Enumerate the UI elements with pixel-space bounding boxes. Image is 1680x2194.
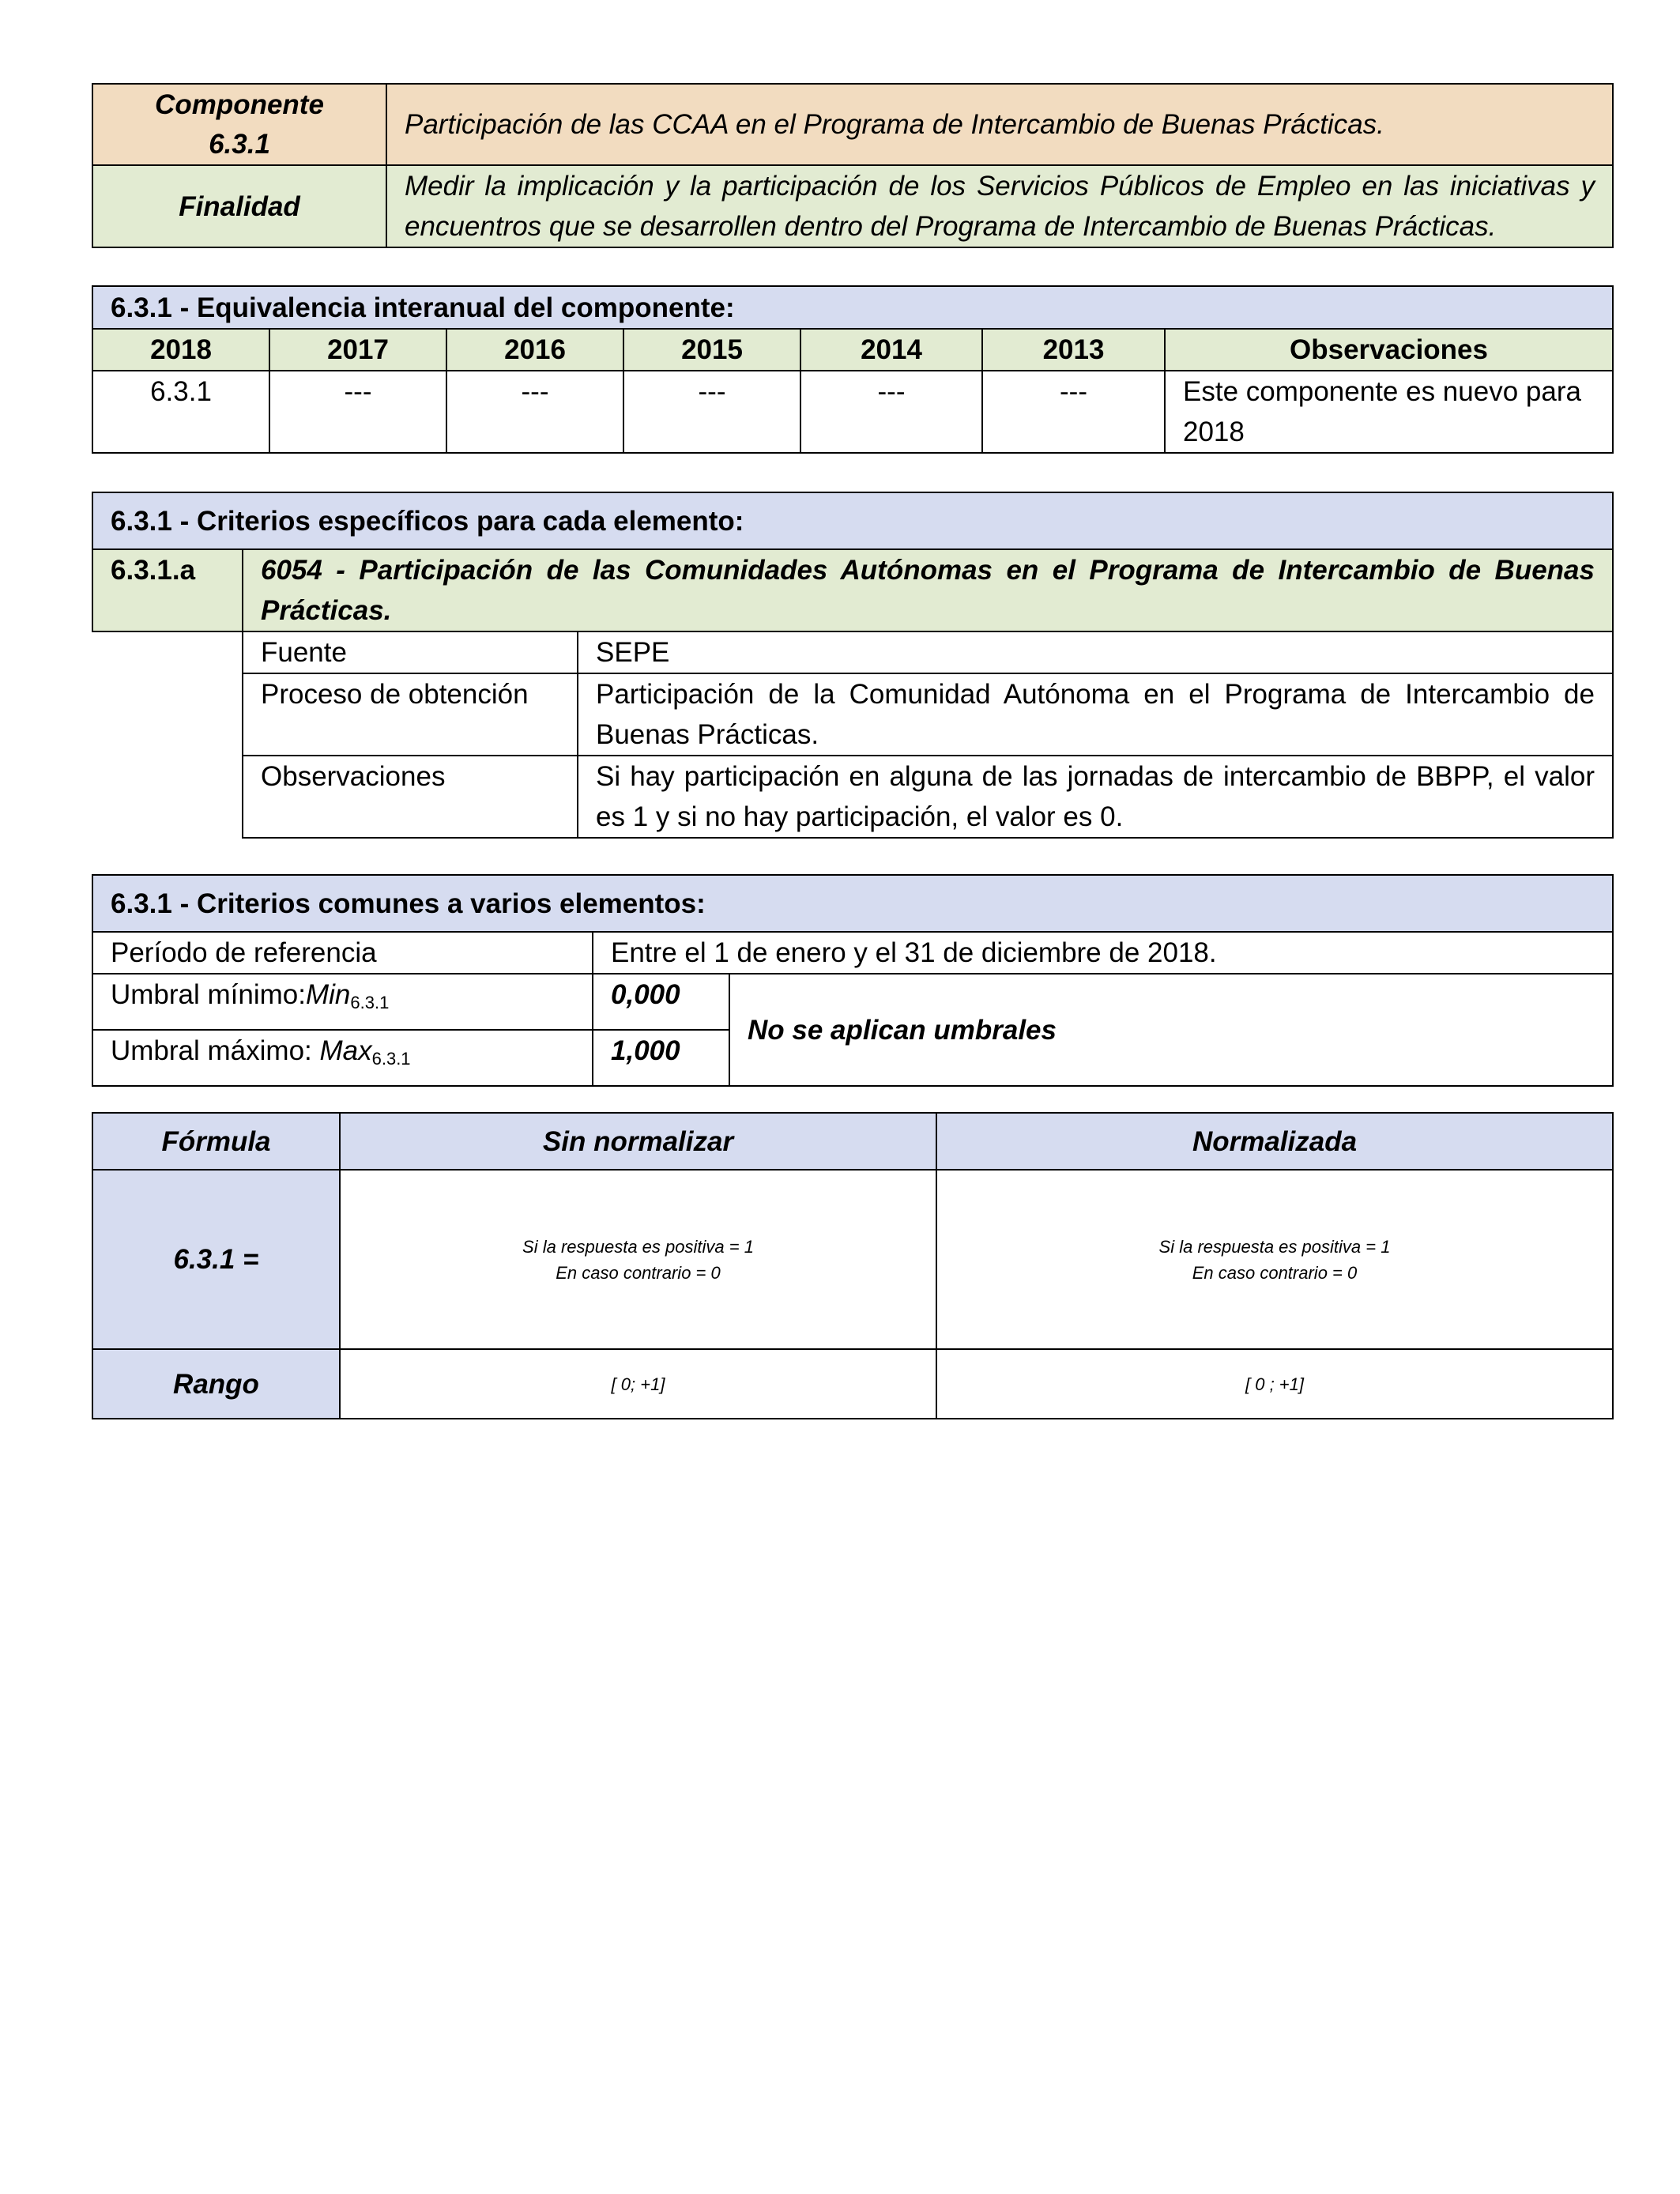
equivalencia-cell: 6.3.1: [92, 371, 269, 453]
umbral-min-sub: 6.3.1: [350, 993, 390, 1012]
equivalencia-cell: ---: [269, 371, 446, 453]
componente-label: [92, 84, 386, 165]
equivalencia-cell: ---: [800, 371, 982, 453]
equivalencia-header: Observaciones: [1165, 329, 1613, 371]
periodo-label: Período de referencia: [92, 932, 593, 974]
sin-formula-line1: Si la respuesta es positiva = 1: [522, 1236, 754, 1257]
criterios-especificos-title: 6.3.1 - Criterios específicos para cada elemento:: [92, 492, 1613, 549]
element-id: 6.3.1.a: [92, 549, 243, 631]
finalidad-label: Finalidad: [92, 165, 386, 247]
equivalencia-observaciones: Este componente es nuevo para 2018: [1165, 371, 1613, 453]
equivalencia-title: 6.3.1 - Equivalencia interanual del componente:: [92, 286, 1613, 329]
blank-cell: [92, 673, 243, 756]
rango-normalizada: [ 0 ; +1]: [936, 1349, 1613, 1419]
umbral-max-label: [92, 1030, 593, 1086]
norm-formula-line2: En caso contrario = 0: [1192, 1262, 1358, 1283]
fuente-value: SEPE: [578, 631, 1613, 673]
equivalencia-header: 2015: [623, 329, 800, 371]
equivalencia-cell: ---: [446, 371, 623, 453]
rango-sin-normalizar: [ 0; +1]: [340, 1349, 936, 1419]
umbral-min-text: Umbral mínimo:: [111, 979, 306, 1010]
finalidad-text: Medir la implicación y la participación de los Servicios Públicos de Empleo en las iniciativas y encuentros que se desarrollen dentro del Programa de Intercambio de Buenas Prácticas.: [386, 165, 1613, 247]
equivalencia-table: [92, 285, 1614, 454]
blank-cell: [92, 756, 243, 838]
umbral-max-value: 1,000: [593, 1030, 729, 1086]
formula-header: Fórmula: [92, 1113, 340, 1170]
formula-table: [92, 1112, 1614, 1419]
formula-row-label: 6.3.1 =: [92, 1170, 340, 1349]
umbral-min-value: 0,000: [593, 974, 729, 1030]
equivalencia-cell: ---: [982, 371, 1165, 453]
proceso-value: Participación de la Comunidad Autónoma en el Programa de Intercambio de Buenas Prácticas.: [578, 673, 1613, 756]
componente-label-line2: 6.3.1: [209, 128, 270, 160]
criterios-comunes-title: 6.3.1 - Criterios comunes a varios elementos:: [92, 875, 1613, 932]
norm-formula-line1: Si la respuesta es positiva = 1: [1158, 1236, 1391, 1257]
normalizada-formula: [936, 1170, 1613, 1349]
element-name: 6054 - Participación de las Comunidades Autónomas en el Programa de Intercambio de Buenas Prácticas.: [243, 549, 1613, 631]
umbral-min-var: Min: [305, 979, 351, 1010]
sin-normalizar-header: Sin normalizar: [340, 1113, 936, 1170]
normalizada-header: Normalizada: [936, 1113, 1613, 1170]
componente-text: Participación de las CCAA en el Programa de Intercambio de Buenas Prácticas.: [386, 84, 1613, 165]
equivalencia-cell: ---: [623, 371, 800, 453]
rango-label: Rango: [92, 1349, 340, 1419]
sin-normalizar-formula: [340, 1170, 936, 1349]
equivalencia-header: 2013: [982, 329, 1165, 371]
equivalencia-header: 2014: [800, 329, 982, 371]
periodo-value: Entre el 1 de enero y el 31 de diciembre de 2018.: [593, 932, 1613, 974]
umbral-min-label: [92, 974, 593, 1030]
umbral-note: No se aplican umbrales: [729, 974, 1613, 1086]
sin-formula-line2: En caso contrario = 0: [556, 1262, 721, 1283]
proceso-label: Proceso de obtención: [243, 673, 578, 756]
observaciones-label: Observaciones: [243, 756, 578, 838]
umbral-max-var: Max: [319, 1035, 372, 1066]
criterios-especificos-table: [92, 492, 1614, 839]
component-header-table: [92, 83, 1614, 248]
equivalencia-header: 2016: [446, 329, 623, 371]
observaciones-value: Si hay participación en alguna de las jornadas de intercambio de BBPP, el valor es 1 y si no hay participación, el valor es 0.: [578, 756, 1613, 838]
equivalencia-header: 2018: [92, 329, 269, 371]
umbral-max-text: Umbral máximo:: [111, 1035, 320, 1066]
equivalencia-header: 2017: [269, 329, 446, 371]
umbral-max-sub: 6.3.1: [371, 1049, 411, 1069]
fuente-label: Fuente: [243, 631, 578, 673]
componente-label-line1: Componente: [155, 89, 324, 120]
blank-cell: [92, 631, 243, 673]
criterios-comunes-table: [92, 874, 1614, 1087]
